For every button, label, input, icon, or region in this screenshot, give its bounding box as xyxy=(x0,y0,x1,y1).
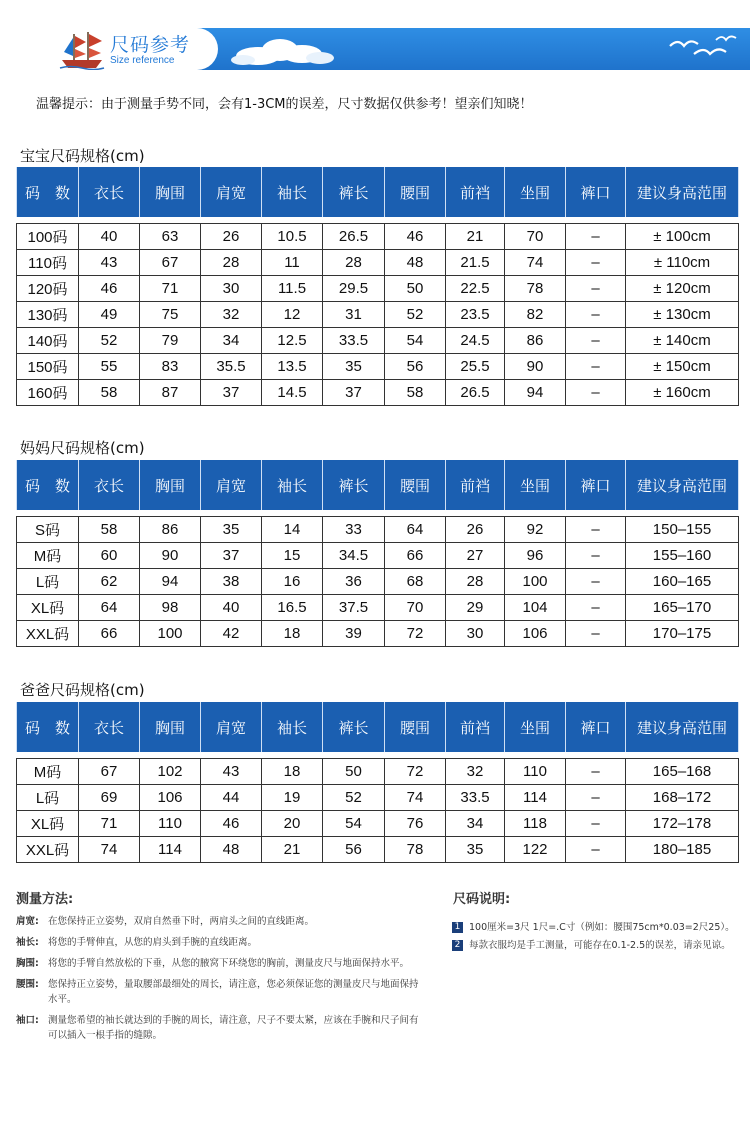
column-header: 袖长 xyxy=(262,167,323,217)
method-key: 胸围: xyxy=(16,958,39,969)
note-text: 每款衣服均是手工测量，可能存在0.1-2.5的误差，请亲见谅。 xyxy=(469,940,731,951)
dad-table-title: 爸爸尺码规格(cm) xyxy=(20,681,145,699)
table-cell: 96 xyxy=(505,543,566,569)
table-cell: 19 xyxy=(262,785,323,811)
table-cell: 13.5 xyxy=(262,354,323,380)
table-cell: – xyxy=(566,302,626,328)
table-cell: 40 xyxy=(201,595,262,621)
column-header: 裤口 xyxy=(566,460,626,510)
column-header: 胸围 xyxy=(140,167,201,217)
method-key: 肩宽: xyxy=(16,916,39,927)
table-row xyxy=(17,759,739,785)
column-header: 肩宽 xyxy=(201,460,262,510)
baby-table-title: 宝宝尺码规格(cm) xyxy=(20,147,145,165)
column-header: 胸围 xyxy=(140,702,201,752)
table-cell: 67 xyxy=(79,759,140,785)
table-cell: ± 140cm xyxy=(626,328,739,354)
table-cell: 62 xyxy=(79,569,140,595)
column-header: 衣长 xyxy=(79,702,140,752)
table-cell: ± 120cm xyxy=(626,276,739,302)
table-cell: 102 xyxy=(140,759,201,785)
table-cell: 100 xyxy=(140,621,201,647)
column-header: 建议身高范围 xyxy=(626,460,739,510)
table-cell: 54 xyxy=(323,811,385,837)
table-cell: 160码 xyxy=(17,380,79,406)
note-item xyxy=(452,920,744,936)
column-header: 肩宽 xyxy=(201,702,262,752)
table-row xyxy=(17,837,739,863)
table-cell: 78 xyxy=(505,276,566,302)
dad-size-table xyxy=(16,702,739,863)
table-cell: XL码 xyxy=(17,811,79,837)
mom-table-title: 妈妈尺码规格(cm) xyxy=(20,439,145,457)
column-header: 建议身高范围 xyxy=(626,702,739,752)
table-cell: 90 xyxy=(505,354,566,380)
table-cell: 165–170 xyxy=(626,595,739,621)
table-cell: 120码 xyxy=(17,276,79,302)
table-cell: 32 xyxy=(446,759,505,785)
method-list xyxy=(16,914,426,1049)
column-header: 裤长 xyxy=(323,702,385,752)
table-cell: 70 xyxy=(505,224,566,250)
table-cell: 37.5 xyxy=(323,595,385,621)
table-cell: 64 xyxy=(79,595,140,621)
table-row xyxy=(17,328,739,354)
table-row xyxy=(17,302,739,328)
table-cell: – xyxy=(566,354,626,380)
table-cell: 58 xyxy=(79,380,140,406)
table-cell: 46 xyxy=(201,811,262,837)
table-row xyxy=(17,224,739,250)
column-header: 裤口 xyxy=(566,702,626,752)
table-cell: 74 xyxy=(385,785,446,811)
table-row xyxy=(17,811,739,837)
table-cell: 150码 xyxy=(17,354,79,380)
table-cell: 43 xyxy=(201,759,262,785)
table-cell: – xyxy=(566,621,626,647)
table-row xyxy=(17,785,739,811)
table-cell: 30 xyxy=(446,621,505,647)
table-cell: 58 xyxy=(79,517,140,543)
table-cell: 15 xyxy=(262,543,323,569)
table-cell: 38 xyxy=(201,569,262,595)
column-header: 坐围 xyxy=(505,702,566,752)
table-cell: 70 xyxy=(385,595,446,621)
table-cell: 34.5 xyxy=(323,543,385,569)
method-item xyxy=(16,914,426,929)
table-cell: 110 xyxy=(140,811,201,837)
table-cell: 37 xyxy=(201,543,262,569)
table-cell: S码 xyxy=(17,517,79,543)
table-cell: 33.5 xyxy=(323,328,385,354)
table-cell: 63 xyxy=(140,224,201,250)
table-cell: 82 xyxy=(505,302,566,328)
table-cell: 24.5 xyxy=(446,328,505,354)
table-cell: 33 xyxy=(323,517,385,543)
table-cell: 100码 xyxy=(17,224,79,250)
table-cell: 66 xyxy=(385,543,446,569)
table-cell: 52 xyxy=(385,302,446,328)
table-cell: 10.5 xyxy=(262,224,323,250)
method-item xyxy=(16,1013,426,1043)
table-cell: 43 xyxy=(79,250,140,276)
method-item xyxy=(16,977,426,1007)
table-cell: 21 xyxy=(446,224,505,250)
table-cell: 32 xyxy=(201,302,262,328)
table-cell: 92 xyxy=(505,517,566,543)
table-cell: 180–185 xyxy=(626,837,739,863)
notes-title: 尺码说明: xyxy=(453,892,511,907)
table-cell: 56 xyxy=(385,354,446,380)
table-cell: 37 xyxy=(201,380,262,406)
column-header: 袖长 xyxy=(262,460,323,510)
table-header-row xyxy=(17,702,739,752)
method-text: 将您的手臂伸直，从您的肩头到手腕的直线距离。 xyxy=(48,937,258,948)
table-cell: 35 xyxy=(201,517,262,543)
table-header-row xyxy=(17,460,739,510)
table-cell: 170–175 xyxy=(626,621,739,647)
table-cell: 18 xyxy=(262,759,323,785)
banner-title: 尺码参考 xyxy=(110,34,191,56)
method-text: 测量您希望的袖长就达到的手腕的周长，请注意，尺子不要太紧，应该在手腕和尺子间有可以插入一根手指的缝隙。 xyxy=(48,1015,419,1041)
table-cell: 130码 xyxy=(17,302,79,328)
method-key: 袖长: xyxy=(16,937,39,948)
table-cell: 74 xyxy=(505,250,566,276)
notes-list xyxy=(452,920,744,956)
table-cell: 104 xyxy=(505,595,566,621)
table-cell: 76 xyxy=(385,811,446,837)
column-header: 腰围 xyxy=(385,167,446,217)
table-cell: 155–160 xyxy=(626,543,739,569)
table-cell: 46 xyxy=(385,224,446,250)
column-header: 码 数 xyxy=(17,167,79,217)
table-cell: 71 xyxy=(140,276,201,302)
table-cell: 35 xyxy=(323,354,385,380)
table-cell: 28 xyxy=(323,250,385,276)
tip-text: 温馨提示：由于测量手势不同，会有1-3CM的误差，尺寸数据仅供参考！望亲们知晓！ xyxy=(36,97,533,112)
column-header: 衣长 xyxy=(79,460,140,510)
table-cell: 172–178 xyxy=(626,811,739,837)
table-cell: 106 xyxy=(505,621,566,647)
table-cell: M码 xyxy=(17,759,79,785)
table-cell: 49 xyxy=(79,302,140,328)
method-text: 将您的手臂自然放松的下垂，从您的腋窝下环绕您的胸前，测量皮尺与地面保持水平。 xyxy=(48,958,410,969)
table-cell: 72 xyxy=(385,759,446,785)
column-header: 建议身高范围 xyxy=(626,167,739,217)
table-cell: – xyxy=(566,224,626,250)
banner-subtitle: Size reference xyxy=(110,55,175,66)
method-key: 袖口: xyxy=(16,1015,39,1026)
table-header-row xyxy=(17,167,739,217)
column-header: 码 数 xyxy=(17,702,79,752)
method-text: 在您保持正立姿势，双肩自然垂下时，两肩头之间的直线距离。 xyxy=(48,916,315,927)
table-row xyxy=(17,543,739,569)
table-cell: 52 xyxy=(79,328,140,354)
table-cell: XL码 xyxy=(17,595,79,621)
table-cell: 23.5 xyxy=(446,302,505,328)
table-cell: 56 xyxy=(323,837,385,863)
method-item xyxy=(16,935,426,950)
table-cell: – xyxy=(566,517,626,543)
table-cell: – xyxy=(566,759,626,785)
column-header: 前裆 xyxy=(446,702,505,752)
table-cell: 110码 xyxy=(17,250,79,276)
method-text: 您保持正立姿势，量取腰部最细处的周长，请注意，您必须保证您的测量皮尺与地面保持水平。 xyxy=(48,979,419,1005)
table-cell: 20 xyxy=(262,811,323,837)
table-cell: – xyxy=(566,837,626,863)
table-cell: 160–165 xyxy=(626,569,739,595)
table-cell: 68 xyxy=(385,569,446,595)
table-cell: 54 xyxy=(385,328,446,354)
table-cell: 106 xyxy=(140,785,201,811)
table-cell: 36 xyxy=(323,569,385,595)
table-cell: 140码 xyxy=(17,328,79,354)
table-cell: 39 xyxy=(323,621,385,647)
table-cell: 60 xyxy=(79,543,140,569)
table-cell: 33.5 xyxy=(446,785,505,811)
table-cell: 75 xyxy=(140,302,201,328)
column-header: 码 数 xyxy=(17,460,79,510)
table-cell: 18 xyxy=(262,621,323,647)
table-cell: 55 xyxy=(79,354,140,380)
table-cell: 35 xyxy=(446,837,505,863)
note-number-badge: 1 xyxy=(452,922,463,933)
table-row xyxy=(17,517,739,543)
table-row xyxy=(17,595,739,621)
table-cell: – xyxy=(566,250,626,276)
note-item xyxy=(452,938,744,954)
method-key: 腰围: xyxy=(16,979,39,990)
column-header: 前裆 xyxy=(446,167,505,217)
table-cell: 150–155 xyxy=(626,517,739,543)
table-cell: 74 xyxy=(79,837,140,863)
column-header: 坐围 xyxy=(505,167,566,217)
table-row xyxy=(17,621,739,647)
table-cell: 165–168 xyxy=(626,759,739,785)
table-cell: 21.5 xyxy=(446,250,505,276)
sailboat-icon xyxy=(56,30,108,70)
table-cell: – xyxy=(566,785,626,811)
table-cell: 52 xyxy=(323,785,385,811)
table-cell: 86 xyxy=(140,517,201,543)
table-cell: 50 xyxy=(385,276,446,302)
table-cell: XXL码 xyxy=(17,837,79,863)
table-cell: 11 xyxy=(262,250,323,276)
table-cell: 168–172 xyxy=(626,785,739,811)
table-cell: ± 160cm xyxy=(626,380,739,406)
table-cell: 21 xyxy=(262,837,323,863)
table-cell: 29.5 xyxy=(323,276,385,302)
table-cell: – xyxy=(566,811,626,837)
table-cell: ± 110cm xyxy=(626,250,739,276)
table-cell: 67 xyxy=(140,250,201,276)
table-cell: 26 xyxy=(201,224,262,250)
table-cell: 34 xyxy=(201,328,262,354)
column-header: 裤口 xyxy=(566,167,626,217)
table-cell: 72 xyxy=(385,621,446,647)
table-cell: 34 xyxy=(446,811,505,837)
column-header: 坐围 xyxy=(505,460,566,510)
seagulls-icon xyxy=(664,32,744,66)
table-cell: – xyxy=(566,595,626,621)
table-cell: – xyxy=(566,328,626,354)
table-cell: 64 xyxy=(385,517,446,543)
table-cell: 28 xyxy=(201,250,262,276)
table-cell: 12.5 xyxy=(262,328,323,354)
table-cell: 87 xyxy=(140,380,201,406)
column-header: 袖长 xyxy=(262,702,323,752)
table-cell: 26.5 xyxy=(446,380,505,406)
table-cell: – xyxy=(566,543,626,569)
table-cell: 46 xyxy=(79,276,140,302)
note-number-badge: 2 xyxy=(452,940,463,951)
table-cell: 37 xyxy=(323,380,385,406)
table-cell: ± 100cm xyxy=(626,224,739,250)
table-cell: 83 xyxy=(140,354,201,380)
table-cell: 26 xyxy=(446,517,505,543)
table-cell: ± 130cm xyxy=(626,302,739,328)
table-cell: 25.5 xyxy=(446,354,505,380)
table-cell: 48 xyxy=(201,837,262,863)
table-cell: 86 xyxy=(505,328,566,354)
table-cell: 44 xyxy=(201,785,262,811)
table-cell: 94 xyxy=(505,380,566,406)
table-cell: 114 xyxy=(140,837,201,863)
table-cell: 114 xyxy=(505,785,566,811)
table-row xyxy=(17,354,739,380)
table-cell: – xyxy=(566,276,626,302)
table-cell: 12 xyxy=(262,302,323,328)
cloud-icon xyxy=(228,34,338,68)
table-cell: 78 xyxy=(385,837,446,863)
table-cell: 14 xyxy=(262,517,323,543)
table-row xyxy=(17,569,739,595)
mom-size-table xyxy=(16,460,739,647)
method-title: 测量方法: xyxy=(16,892,74,907)
table-cell: 122 xyxy=(505,837,566,863)
table-cell: – xyxy=(566,380,626,406)
table-row xyxy=(17,276,739,302)
table-cell: 14.5 xyxy=(262,380,323,406)
table-cell: 69 xyxy=(79,785,140,811)
table-cell: 110 xyxy=(505,759,566,785)
column-header: 裤长 xyxy=(323,460,385,510)
table-cell: – xyxy=(566,569,626,595)
table-cell: 118 xyxy=(505,811,566,837)
table-cell: 90 xyxy=(140,543,201,569)
baby-size-table xyxy=(16,167,739,406)
table-cell: 22.5 xyxy=(446,276,505,302)
table-row xyxy=(17,380,739,406)
table-cell: 48 xyxy=(385,250,446,276)
table-cell: 28 xyxy=(446,569,505,595)
table-cell: 31 xyxy=(323,302,385,328)
table-cell: 50 xyxy=(323,759,385,785)
table-cell: L码 xyxy=(17,785,79,811)
table-cell: XXL码 xyxy=(17,621,79,647)
table-cell: 71 xyxy=(79,811,140,837)
note-text: 100厘米=3尺 1尺=.C寸（例如：腰围75cm*0.03=2尺25）。 xyxy=(469,922,735,933)
table-cell: 11.5 xyxy=(262,276,323,302)
table-cell: 100 xyxy=(505,569,566,595)
table-cell: ± 150cm xyxy=(626,354,739,380)
table-cell: 66 xyxy=(79,621,140,647)
table-cell: 29 xyxy=(446,595,505,621)
column-header: 腰围 xyxy=(385,460,446,510)
table-cell: 98 xyxy=(140,595,201,621)
table-cell: 26.5 xyxy=(323,224,385,250)
column-header: 裤长 xyxy=(323,167,385,217)
method-item xyxy=(16,956,426,971)
table-cell: 58 xyxy=(385,380,446,406)
table-cell: 79 xyxy=(140,328,201,354)
column-header: 衣长 xyxy=(79,167,140,217)
table-cell: 16.5 xyxy=(262,595,323,621)
column-header: 胸围 xyxy=(140,460,201,510)
table-cell: 30 xyxy=(201,276,262,302)
table-cell: 27 xyxy=(446,543,505,569)
table-cell: 94 xyxy=(140,569,201,595)
column-header: 前裆 xyxy=(446,460,505,510)
column-header: 肩宽 xyxy=(201,167,262,217)
table-cell: L码 xyxy=(17,569,79,595)
table-cell: 16 xyxy=(262,569,323,595)
table-cell: 42 xyxy=(201,621,262,647)
table-row xyxy=(17,250,739,276)
table-cell: M码 xyxy=(17,543,79,569)
table-cell: 40 xyxy=(79,224,140,250)
column-header: 腰围 xyxy=(385,702,446,752)
table-cell: 35.5 xyxy=(201,354,262,380)
